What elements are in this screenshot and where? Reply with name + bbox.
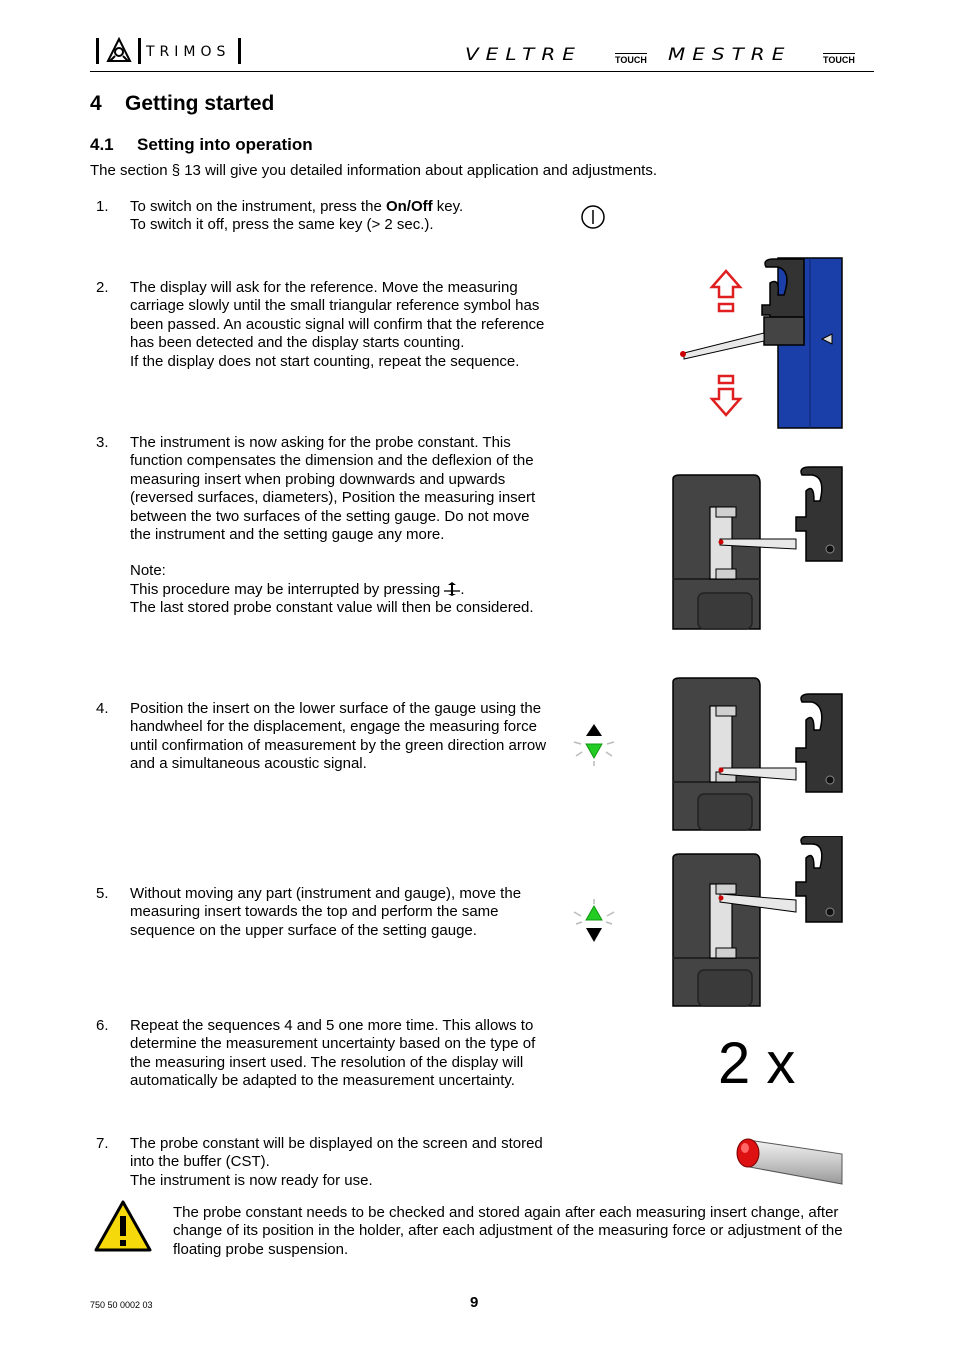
step-1-number: 1.: [96, 198, 109, 215]
step-3-line-d: The last stored probe constant value will then be considered.: [130, 599, 534, 617]
step-3-number: 3.: [96, 434, 109, 451]
product-name-2: MESTRE: [668, 43, 792, 65]
step-1-line-b: key.: [432, 198, 464, 215]
section-heading: [90, 92, 274, 116]
product-name-1: VELTRE: [465, 43, 582, 65]
reference-carriage-illustration: [670, 257, 844, 429]
step-4-line-a: Position the insert on the lower surface of the gauge using the handwheel for the displacement, engage the measuring force until confirmation of measurement by the green direction arrow and a simultaneous acoustic signal.: [130, 700, 547, 773]
move-up-arrow-icon: [712, 271, 740, 311]
warning-text: The probe constant needs to be checked and stored again after each measuring insert change, after change of its position in the holder, after each adjustment of the measuring force or adjustment of the floating probe suspension.: [173, 1204, 843, 1258]
step-3-line-b: This procedure may be interrupted by pressing: [130, 580, 445, 598]
step-5-text: [130, 885, 550, 940]
probe-lower-surface-illustration: [672, 676, 844, 832]
product-suffix-1: TOUCH: [615, 55, 647, 65]
probe-insert-illustration: [734, 1132, 844, 1190]
power-icon: [580, 204, 606, 230]
skip-probe-icon: [444, 582, 460, 596]
probe-upper-surface-illustration: [672, 836, 844, 1008]
step-4-text: [130, 700, 550, 774]
section-title: Getting started: [125, 92, 275, 115]
logo-bar-left: [96, 38, 99, 64]
setting-gauge-probe-illustration: [672, 465, 844, 631]
step-3-line-a: The instrument is now asking for the probe constant. This function compensates the dimension and the deflexion of the measuring insert when probing downwards and upwards (reversed surfaces, diameters), Position the measuring insert between the two surfaces of the setting gauge. Do not move the instrument and the setting gauge any more.: [130, 434, 536, 544]
intro-text: The section § 13 will give you detailed information about application and adjustments.: [90, 162, 658, 179]
step-4-number: 4.: [96, 700, 109, 717]
step-2-line-a: The display will ask for the reference. Move the measuring carriage slowly until the small triangular reference symbol has been passed. An acoustic signal will confirm that the reference has been detected and the display starts counting.: [130, 279, 545, 352]
step-7-text: [130, 1135, 550, 1190]
step-2-number: 2.: [96, 279, 109, 296]
warning-icon: [94, 1200, 152, 1254]
direction-arrow-down-green-icon: [570, 722, 618, 768]
subsection-number: 4.1: [90, 135, 114, 154]
subsection-heading: [90, 135, 313, 155]
step-5-number: 5.: [96, 885, 109, 902]
step-3-line-c: .: [460, 580, 465, 598]
step-2-text: [130, 279, 550, 371]
document-number: 750 50 0002 03: [90, 1300, 153, 1310]
direction-arrow-up-green-icon: [570, 898, 618, 944]
step-1-line-c: To switch it off, press the same key (> 2 sec.).: [130, 216, 434, 234]
step-6-line-a: Repeat the sequences 4 and 5 one more time. This allows to determine the measurement uncertainty based on the type of the measuring insert used. The resolution of the display will automatically be adapted to the measurement uncertainty.: [130, 1017, 536, 1090]
header-rule: [90, 71, 874, 72]
step-2-line-b: If the display does not start counting, repeat the sequence.: [130, 352, 520, 370]
step-6-text: [130, 1017, 550, 1091]
brand-name: TRIMOS: [146, 44, 231, 60]
move-down-arrow-icon: [712, 376, 740, 415]
step-3-text: [130, 434, 550, 618]
step-1-text: [130, 198, 550, 235]
subsection-title: Setting into operation: [137, 135, 313, 154]
step-6-number: 6.: [96, 1017, 109, 1034]
page-number: 9: [470, 1294, 479, 1311]
step-7-number: 7.: [96, 1135, 109, 1152]
step-7-line-b: The instrument is now ready for use.: [130, 1171, 373, 1189]
repeat-count-label: 2 x: [718, 1031, 796, 1096]
step-7-line-a: The probe constant will be displayed on the screen and stored into the buffer (CST).: [130, 1135, 543, 1171]
product-suffix-2: TOUCH: [823, 55, 855, 65]
step-5-line-a: Without moving any part (instrument and gauge), move the measuring insert towards the top and perform the same sequence on the upper surface of the setting gauge.: [130, 885, 522, 939]
section-number: 4: [90, 92, 102, 115]
logo-bar-right: [238, 38, 241, 64]
logo-bar-mid: [138, 38, 141, 64]
step-3-note-label: Note:: [130, 562, 166, 580]
step-1-key-label: On/Off: [385, 198, 433, 215]
step-1-line-a: To switch on the instrument, press the: [130, 198, 386, 215]
trimos-logo-icon: [104, 37, 134, 65]
